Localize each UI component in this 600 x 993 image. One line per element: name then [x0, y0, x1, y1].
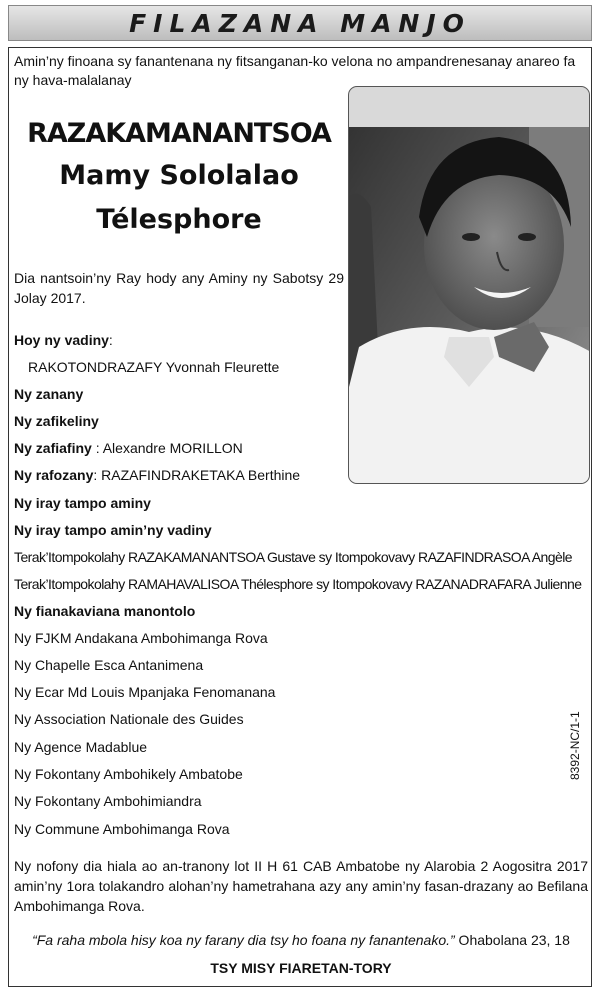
- family-line: Ny fianakaviana manontolo: [14, 603, 196, 619]
- death-notice: Dia nantsoin’ny Ray hody any Aminy ny Sabotsy 29 Jolay 2017.: [14, 270, 344, 306]
- family-line: RAKOTONDRAZAFY Yvonnah Fleurette: [28, 359, 280, 375]
- family-line: Terak’Itompokolahy RAMAHAVALISOA Thélesphore sy Itompokovavy RAZANADRAFARA Julienne: [14, 576, 582, 592]
- header-title: FILAZANA MANJO: [129, 8, 471, 38]
- organization-line: Ny Chapelle Esca Antanimena: [14, 657, 204, 673]
- family-line: Terak’Itompokolahy RAZAKAMANANTSOA Gustave sy Itompokovavy RAZAFINDRASOA Angèle: [14, 549, 572, 565]
- organization-line: Ny Agence Madablue: [14, 739, 148, 755]
- organization-line: Ny Commune Ambohimanga Rova: [14, 821, 230, 837]
- deceased-given-name: Télesphore: [96, 204, 262, 235]
- family-line: Hoy ny vadiny:: [14, 332, 113, 348]
- page-header: [8, 5, 592, 41]
- quote-source: Ohabolana 23, 18: [454, 932, 570, 948]
- family-line: Ny zafikeliny: [14, 413, 99, 429]
- deceased-surname: RAZAKAMANANTSOA: [27, 118, 331, 149]
- quote-text: “Fa raha mbola hisy koa ny farany dia tsy ho foana ny fanantenako.”: [32, 932, 455, 948]
- family-line: Ny iray tampo aminy: [14, 495, 151, 511]
- footer-notice: TSY MISY FIARETAN-TORY: [210, 960, 392, 976]
- scripture-quote: [14, 932, 588, 948]
- intro-text: Amin’ny finoana sy fanantenana ny fitsanganan-ko velona no ampandrenesanay anareo fa ny hava-malalanay: [14, 53, 576, 88]
- family-line: Ny iray tampo amin’ny vadiny: [14, 522, 212, 538]
- deceased-first-name: Mamy Sololalao: [59, 160, 299, 191]
- organization-line: Ny Ecar Md Louis Mpanjaka Fenomanana: [14, 684, 276, 700]
- organization-line: Ny Fokontany Ambohikely Ambatobe: [14, 766, 243, 782]
- organization-line: Ny FJKM Andakana Ambohimanga Rova: [14, 630, 268, 646]
- family-line: Ny rafozany: RAZAFINDRAKETAKA Berthine: [14, 467, 301, 483]
- family-line: Ny zafiafiny : Alexandre MORILLON: [14, 440, 243, 456]
- organization-line: Ny Association Nationale des Guides: [14, 711, 244, 727]
- family-line: Ny zanany: [14, 386, 84, 402]
- portrait-photo: [348, 86, 590, 484]
- reference-code: 8392-NC/1-1: [568, 711, 582, 780]
- funeral-details: Ny nofony dia hiala ao an-tranony lot II H 61 CAB Ambatobe ny Alarobia 2 Aogositra 2017 amin’ny 1ora tolakandro alohan’ny hametrahana azy any amin’ny fasan-drazany ao Befilana Ambohimanga Rova.: [14, 858, 588, 914]
- organization-line: Ny Fokontany Ambohimiandra: [14, 793, 202, 809]
